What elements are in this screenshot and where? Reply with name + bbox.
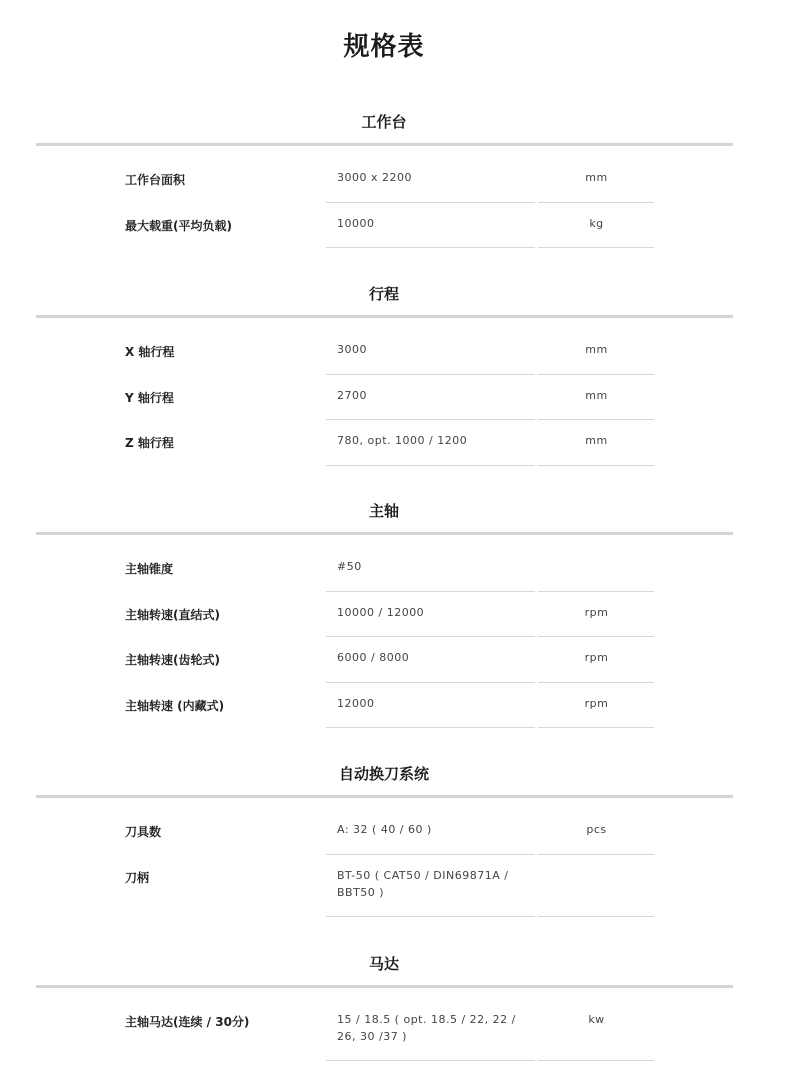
section-divider bbox=[36, 315, 733, 318]
spec-unit: rpm bbox=[584, 605, 609, 619]
spec-row bbox=[36, 999, 733, 1061]
spec-label: 主轴转速 (内藏式) bbox=[125, 698, 225, 713]
spec-value: 6000 / 8000 bbox=[337, 651, 410, 664]
spec-row bbox=[36, 809, 733, 855]
spec-value: BT-50 ( CAT50 / DIN69871A / BBT50 ) bbox=[337, 868, 509, 899]
section-motor bbox=[36, 953, 733, 1061]
spec-row bbox=[36, 592, 733, 638]
spec-label: Y 轴行程 bbox=[125, 390, 174, 405]
page-title: 规格表 bbox=[343, 32, 425, 62]
spec-label: 工作台面积 bbox=[125, 173, 186, 187]
section-title: 主轴 bbox=[368, 502, 399, 520]
section-divider bbox=[36, 532, 733, 535]
spec-unit: mm bbox=[585, 343, 608, 356]
spec-value: A: 32 ( 40 / 60 ) bbox=[337, 823, 432, 836]
spec-row bbox=[36, 637, 733, 683]
section-spindle bbox=[36, 500, 733, 728]
spec-row bbox=[36, 203, 733, 249]
spec-label: 主轴转速(直结式) bbox=[125, 607, 220, 622]
section-atc bbox=[36, 763, 733, 917]
row-divider bbox=[326, 1060, 535, 1061]
spec-unit: pcs bbox=[586, 823, 607, 836]
row-divider bbox=[326, 247, 535, 248]
spec-row bbox=[36, 375, 733, 421]
spec-unit: kg bbox=[589, 216, 604, 230]
row-divider bbox=[326, 465, 535, 466]
spec-label: 主轴转速(齿轮式) bbox=[125, 653, 220, 667]
spec-row bbox=[36, 420, 733, 466]
spec-unit: rpm bbox=[584, 696, 609, 710]
spec-value: 10000 bbox=[337, 216, 375, 230]
spec-unit: rpm bbox=[584, 651, 609, 664]
spec-label: 刀柄 bbox=[125, 870, 150, 885]
spec-value: 3000 x 2200 bbox=[337, 171, 412, 184]
section-divider bbox=[36, 795, 733, 798]
row-divider bbox=[326, 916, 535, 917]
section-divider bbox=[36, 143, 733, 146]
section-worktable bbox=[36, 111, 733, 248]
section-divider bbox=[36, 985, 733, 988]
spec-row bbox=[36, 157, 733, 203]
row-divider bbox=[538, 1060, 654, 1061]
row-divider bbox=[326, 727, 535, 728]
spec-row bbox=[36, 329, 733, 375]
spec-label: 刀具数 bbox=[125, 825, 162, 839]
row-divider bbox=[538, 727, 654, 728]
row-divider bbox=[538, 465, 654, 466]
spec-value: #50 bbox=[337, 560, 362, 573]
spec-value: 2700 bbox=[337, 388, 367, 402]
section-title: 工作台 bbox=[361, 113, 407, 131]
spec-value: 12000 bbox=[337, 696, 375, 710]
spec-label: 最大载重(平均负载) bbox=[125, 218, 232, 233]
spec-unit: kw bbox=[588, 1013, 605, 1026]
row-divider bbox=[538, 916, 654, 917]
spec-unit: mm bbox=[585, 171, 608, 184]
spec-row bbox=[36, 683, 733, 729]
spec-label: 主轴锥度 bbox=[125, 562, 174, 576]
spec-value: 3000 bbox=[337, 343, 367, 356]
section-title: 行程 bbox=[368, 285, 399, 303]
spec-label: X 轴行程 bbox=[125, 345, 175, 359]
spec-value: 780, opt. 1000 / 1200 bbox=[337, 434, 468, 447]
spec-unit: mm bbox=[585, 434, 608, 447]
spec-unit: mm bbox=[585, 388, 608, 402]
section-title: 自动换刀系统 bbox=[338, 765, 429, 783]
spec-value: 15 / 18.5 ( opt. 18.5 / 22, 22 / 26, 30 /37 ) bbox=[337, 1013, 516, 1043]
spec-row bbox=[36, 546, 733, 592]
row-divider bbox=[538, 247, 654, 248]
spec-label: 主轴马达(连续 / 30分) bbox=[125, 1015, 250, 1029]
section-travel bbox=[36, 283, 733, 466]
section-title: 马达 bbox=[368, 955, 399, 973]
spec-label: Z 轴行程 bbox=[125, 436, 174, 450]
spec-value: 10000 / 12000 bbox=[337, 605, 425, 619]
spec-row bbox=[36, 855, 733, 917]
